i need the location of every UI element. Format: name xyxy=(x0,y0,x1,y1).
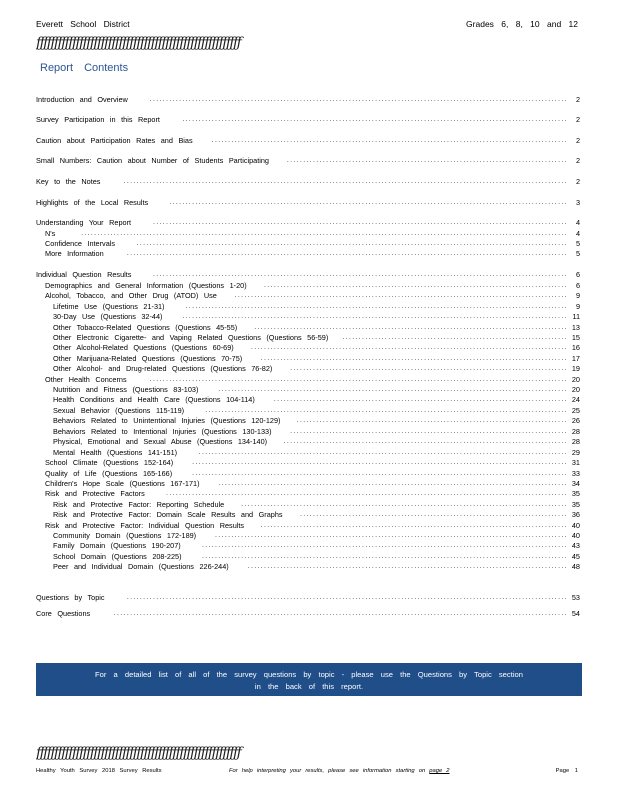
toc-entry-page: 33 xyxy=(571,469,580,478)
toc-dot-leader: .............................................................................................. xyxy=(260,523,568,529)
toc-dot-leader: ............................................................................................................ xyxy=(215,533,568,539)
toc-entry-label: Quality of Life (Questions 165-166) xyxy=(45,469,173,478)
toc-dot-leader: ..................................................................... xyxy=(342,335,568,341)
toc-dot-leader: ..................................................................................... xyxy=(290,429,568,435)
toc-entry-page: 9 xyxy=(575,302,580,311)
toc-entry-label: Alcohol, Tobacco, and Other Drug (ATOD) Use xyxy=(45,291,217,300)
toc-dot-leader: ...................................................................................................................... xyxy=(182,117,568,123)
toc-entry[interactable] xyxy=(36,437,580,447)
toc-entry-label: Family Domain (Questions 190-207) xyxy=(53,541,181,550)
toc-entry-page: 3 xyxy=(575,198,580,207)
toc-entry[interactable] xyxy=(36,479,580,489)
toc-entry[interactable] xyxy=(36,281,580,291)
toc-entry[interactable] xyxy=(36,156,580,166)
toc-dot-leader: ........................................................................................................... xyxy=(218,481,568,487)
toc-dot-leader: .............................................................................................. xyxy=(260,356,568,362)
toc-entry[interactable] xyxy=(36,500,580,510)
footer-help-prefix: For help interpreting your results, please see information starting on xyxy=(229,768,430,774)
toc-entry-page: 29 xyxy=(571,448,580,457)
toc-dot-leader: ........................................................................................................................... xyxy=(166,491,568,497)
page-title: Report Contents xyxy=(40,62,129,74)
grades-label: Grades 6, 8, 10 and 12 xyxy=(466,19,578,29)
toc-entry[interactable] xyxy=(36,218,580,228)
toc-entry-label: Risk and Protective Factor: Domain Scale Results and Graphs xyxy=(53,510,283,519)
toc-dot-leader: ................................................................................................................ xyxy=(202,543,568,549)
table-of-contents xyxy=(36,0,580,630)
toc-entry[interactable] xyxy=(36,458,580,468)
toc-entry-label: School Domain (Questions 208-225) xyxy=(53,552,182,561)
toc-entry-page: 24 xyxy=(571,395,580,404)
toc-entry[interactable] xyxy=(36,115,580,125)
toc-entry-label: Key to the Notes xyxy=(36,177,101,186)
toc-dot-leader: .................................................................................................... xyxy=(241,502,568,508)
toc-entry-page: 26 xyxy=(571,416,580,425)
toc-entry[interactable] xyxy=(36,375,580,385)
toc-entry[interactable] xyxy=(36,312,580,322)
toc-dot-leader: ....................................................................................................................................... xyxy=(126,595,568,601)
toc-entry-label: Children's Hope Scale (Questions 167-171) xyxy=(45,479,200,488)
banner-line-2: in the back of this report. xyxy=(254,682,364,691)
toc-entry-label: Sexual Behavior (Questions 115-119) xyxy=(53,406,185,415)
toc-dot-leader: ..................................................................................... xyxy=(290,366,568,372)
toc-entry[interactable] xyxy=(36,239,580,249)
toc-entry-label: Lifetime Use (Questions 21-31) xyxy=(53,302,165,311)
toc-entry[interactable] xyxy=(36,552,580,562)
toc-entry-page: 2 xyxy=(575,136,580,145)
toc-entry-page: 40 xyxy=(571,531,580,540)
toc-entry[interactable] xyxy=(36,364,580,374)
toc-entry-label: Health Conditions and Health Care (Questions 104-114) xyxy=(53,395,255,404)
footer-help-text xyxy=(229,768,450,774)
toc-entry[interactable] xyxy=(36,427,580,437)
toc-entry-label: Nutrition and Fitness (Questions 83-103) xyxy=(53,385,199,394)
toc-dot-leader: .................................................................................................. xyxy=(247,564,568,570)
banner-line-1: For a detailed list of all of the survey questions by topic - please use the Questions by Topic section xyxy=(95,670,523,679)
toc-entry-page: 6 xyxy=(575,270,580,279)
toc-entry[interactable] xyxy=(36,136,580,146)
toc-entry-label: Physical, Emotional and Sexual Abuse (Questions 134-140) xyxy=(53,437,268,446)
toc-entry-page: 28 xyxy=(571,437,580,446)
footer-ornament-rule: ƒƒƒƒƒƒƒƒƒƒƒƒƒƒƒƒƒƒƒƒƒƒƒƒƒƒƒƒƒƒƒƒƒƒƒƒƒƒƒƒƒƒƒƒƒƒƒƒƒƒƒƒƒƒƒƒƒ xyxy=(36,745,241,761)
toc-entry-label: School Climate (Questions 152-164) xyxy=(45,458,174,467)
toc-entry-page: 36 xyxy=(571,510,580,519)
toc-entry-label: 30-Day Use (Questions 32-44) xyxy=(53,312,163,321)
toc-entry-page: 2 xyxy=(575,156,580,165)
toc-entry-label: Other Electronic Cigarette- and Vaping Related Questions (Questions 56-59) xyxy=(53,333,329,342)
toc-dot-leader: .................................................................................................................................... xyxy=(136,241,568,247)
toc-entry[interactable] xyxy=(36,448,580,458)
toc-dot-leader: ............................................................................................. xyxy=(264,283,568,289)
toc-dot-leader: ...................................................................................................................... xyxy=(182,314,568,320)
toc-entry[interactable] xyxy=(36,385,580,395)
toc-entry[interactable] xyxy=(36,469,580,479)
footer-survey-name: Healthy Youth Survey 2018 Survey Results xyxy=(36,768,162,774)
toc-entry[interactable] xyxy=(36,229,580,239)
toc-dot-leader: ........................................................................................................................................ xyxy=(123,179,568,185)
toc-entry[interactable] xyxy=(36,521,580,531)
page-number: Page 1 xyxy=(555,768,578,774)
toc-entry-page: 11 xyxy=(572,312,580,321)
toc-dot-leader: ................................................................................................................... xyxy=(192,460,568,466)
toc-entry-label: Questions by Topic xyxy=(36,593,105,602)
toc-entry[interactable] xyxy=(36,95,580,105)
toc-entry-page: 53 xyxy=(571,593,580,602)
toc-entry[interactable] xyxy=(36,510,580,520)
toc-entry-page: 45 xyxy=(571,552,580,561)
toc-entry-page: 2 xyxy=(575,177,580,186)
toc-entry[interactable] xyxy=(36,249,580,259)
toc-entry[interactable] xyxy=(36,531,580,541)
toc-entry-page: 43 xyxy=(571,541,580,550)
toc-entry[interactable] xyxy=(36,354,580,364)
toc-dot-leader: ........................................................................................................................................... xyxy=(113,611,568,617)
toc-entry-label: Other Alcohol-Related Questions (Questions 60-69) xyxy=(53,343,234,352)
toc-entry-page: 19 xyxy=(571,364,580,373)
toc-dot-leader: ............................................................................................................. xyxy=(211,138,568,144)
toc-entry-page: 5 xyxy=(575,239,580,248)
toc-entry[interactable] xyxy=(36,416,580,426)
toc-entry-label: Risk and Protective Factor: Individual Question Results xyxy=(45,521,245,530)
toc-entry-label: Understanding Your Report xyxy=(36,218,132,227)
toc-dot-leader: ................................................................................................................. xyxy=(198,450,568,456)
toc-entry[interactable] xyxy=(36,270,580,280)
toc-entry-page: 15 xyxy=(571,333,580,342)
toc-entry[interactable] xyxy=(36,562,580,572)
toc-dot-leader: ....................................................................................... xyxy=(283,439,568,445)
toc-entry-page: 25 xyxy=(571,406,580,415)
toc-entry-page: 4 xyxy=(575,229,580,238)
toc-entry[interactable] xyxy=(36,406,580,416)
page-footer xyxy=(36,768,578,778)
toc-entry-label: More Information xyxy=(45,249,104,258)
toc-dot-leader: ............................................................................................................................... xyxy=(153,272,568,278)
toc-entry[interactable] xyxy=(36,609,580,619)
header-ornament-rule: ƒƒƒƒƒƒƒƒƒƒƒƒƒƒƒƒƒƒƒƒƒƒƒƒƒƒƒƒƒƒƒƒƒƒƒƒƒƒƒƒƒƒƒƒƒƒƒƒƒƒƒƒƒƒƒƒƒ xyxy=(36,35,241,51)
toc-entry-label: Survey Participation in this Report xyxy=(36,115,160,124)
toc-dot-leader: ................................................................................... xyxy=(296,418,568,424)
toc-entry-page: 35 xyxy=(571,500,580,509)
toc-dot-leader: ................................................................................................................... xyxy=(192,471,568,477)
toc-entry-label: Other Health Concerns xyxy=(45,375,127,384)
toc-dot-leader: ............................................................................................................................... xyxy=(153,220,568,226)
toc-dot-leader: ........................................................................................................... xyxy=(218,387,568,393)
toc-entry-page: 31 xyxy=(571,458,580,467)
toc-entry-label: Risk and Protective Factor: Reporting Schedule xyxy=(53,500,225,509)
toc-entry[interactable] xyxy=(36,489,580,499)
district-name: Everett School District xyxy=(36,19,130,29)
footer-page-link[interactable]: page 2 xyxy=(429,768,450,774)
toc-dot-leader: ............................................................................................................... xyxy=(205,408,568,414)
toc-entry-label: Caution about Participation Rates and Bias xyxy=(36,136,193,145)
toc-entry-label: Behaviors Related to Unintentional Injuries (Questions 120-129) xyxy=(53,416,281,425)
toc-entry-label: Demographics and General Information (Questions 1-20) xyxy=(45,281,247,290)
toc-dot-leader: ................................................................................................ xyxy=(254,325,568,331)
toc-entry-page: 28 xyxy=(571,427,580,436)
toc-entry-label: Behaviors Related to Intentional Injuries (Questions 130-133) xyxy=(53,427,272,436)
toc-entry-page: 4 xyxy=(575,218,580,227)
toc-dot-leader: ................................................................................................. xyxy=(251,345,568,351)
toc-entry-label: N's xyxy=(45,229,56,238)
toc-dot-leader: ....................................................................................................................................... xyxy=(126,251,568,257)
toc-entry-page: 17 xyxy=(571,354,580,363)
toc-entry-label: Other Marijuana-Related Questions (Questions 70-75) xyxy=(53,354,243,363)
toc-entry-label: Other Tobacco-Related Questions (Questions 45-55) xyxy=(53,323,238,332)
toc-entry-page: 40 xyxy=(571,521,580,530)
toc-entry-label: Core Questions xyxy=(36,609,91,618)
toc-entry-page: 34 xyxy=(571,479,580,488)
toc-entry-page: 9 xyxy=(575,291,580,300)
toc-entry-page: 20 xyxy=(571,385,580,394)
toc-entry-label: Risk and Protective Factors xyxy=(45,489,145,498)
toc-entry[interactable] xyxy=(36,343,580,353)
toc-entry-page: 16 xyxy=(571,343,580,352)
toc-entry-page: 35 xyxy=(571,489,580,498)
toc-entry-page: 20 xyxy=(571,375,580,384)
toc-dot-leader: ................................................................................................................................ xyxy=(149,97,568,103)
toc-entry-label: Community Domain (Questions 172-189) xyxy=(53,531,197,540)
toc-dot-leader: .......................................................................................................................... xyxy=(169,200,568,206)
toc-dot-leader: ...................................................................................................... xyxy=(234,293,568,299)
toc-entry[interactable] xyxy=(36,291,580,301)
toc-entry-page: 2 xyxy=(575,115,580,124)
toc-entry-page: 13 xyxy=(571,323,580,332)
toc-entry[interactable] xyxy=(36,593,580,603)
toc-entry-label: Introduction and Overview xyxy=(36,95,128,104)
toc-entry-label: Peer and Individual Domain (Questions 226-244) xyxy=(53,562,229,571)
toc-dot-leader: .......................................................................................... xyxy=(273,397,568,403)
toc-entry[interactable] xyxy=(36,302,580,312)
toc-dot-leader: ................................................................................................................ xyxy=(202,554,568,560)
info-banner xyxy=(36,663,582,696)
toc-dot-leader: ................................................................................................................................ xyxy=(149,377,568,383)
toc-entry-label: Mental Health (Questions 141-151) xyxy=(53,448,178,457)
toc-entry-label: Individual Question Results xyxy=(36,270,132,279)
toc-entry-page: 6 xyxy=(575,281,580,290)
toc-entry-label: Other Alcohol- and Drug-related Questions (Questions 76-82) xyxy=(53,364,273,373)
toc-entry-page: 2 xyxy=(575,95,580,104)
toc-entry-label: Confidence Intervals xyxy=(45,239,116,248)
toc-dot-leader: ..................................................................................................................... xyxy=(185,304,568,310)
toc-entry[interactable] xyxy=(36,541,580,551)
toc-entry[interactable] xyxy=(36,177,580,187)
toc-dot-leader: .................................................................................. xyxy=(300,512,568,518)
toc-entry[interactable] xyxy=(36,323,580,333)
toc-entry-label: Small Numbers: Caution about Number of Students Participating xyxy=(36,156,269,165)
toc-entry[interactable] xyxy=(36,395,580,405)
toc-dot-leader: ..................................................................................................................................................... xyxy=(81,231,568,237)
toc-entry[interactable] xyxy=(36,333,580,343)
toc-dot-leader: ...................................................................................... xyxy=(287,158,568,164)
toc-entry-label: Highlights of the Local Results xyxy=(36,198,149,207)
toc-entry-page: 5 xyxy=(575,249,580,258)
toc-entry-page: 48 xyxy=(571,562,580,571)
toc-entry[interactable] xyxy=(36,198,580,208)
toc-entry-page: 54 xyxy=(571,609,580,618)
